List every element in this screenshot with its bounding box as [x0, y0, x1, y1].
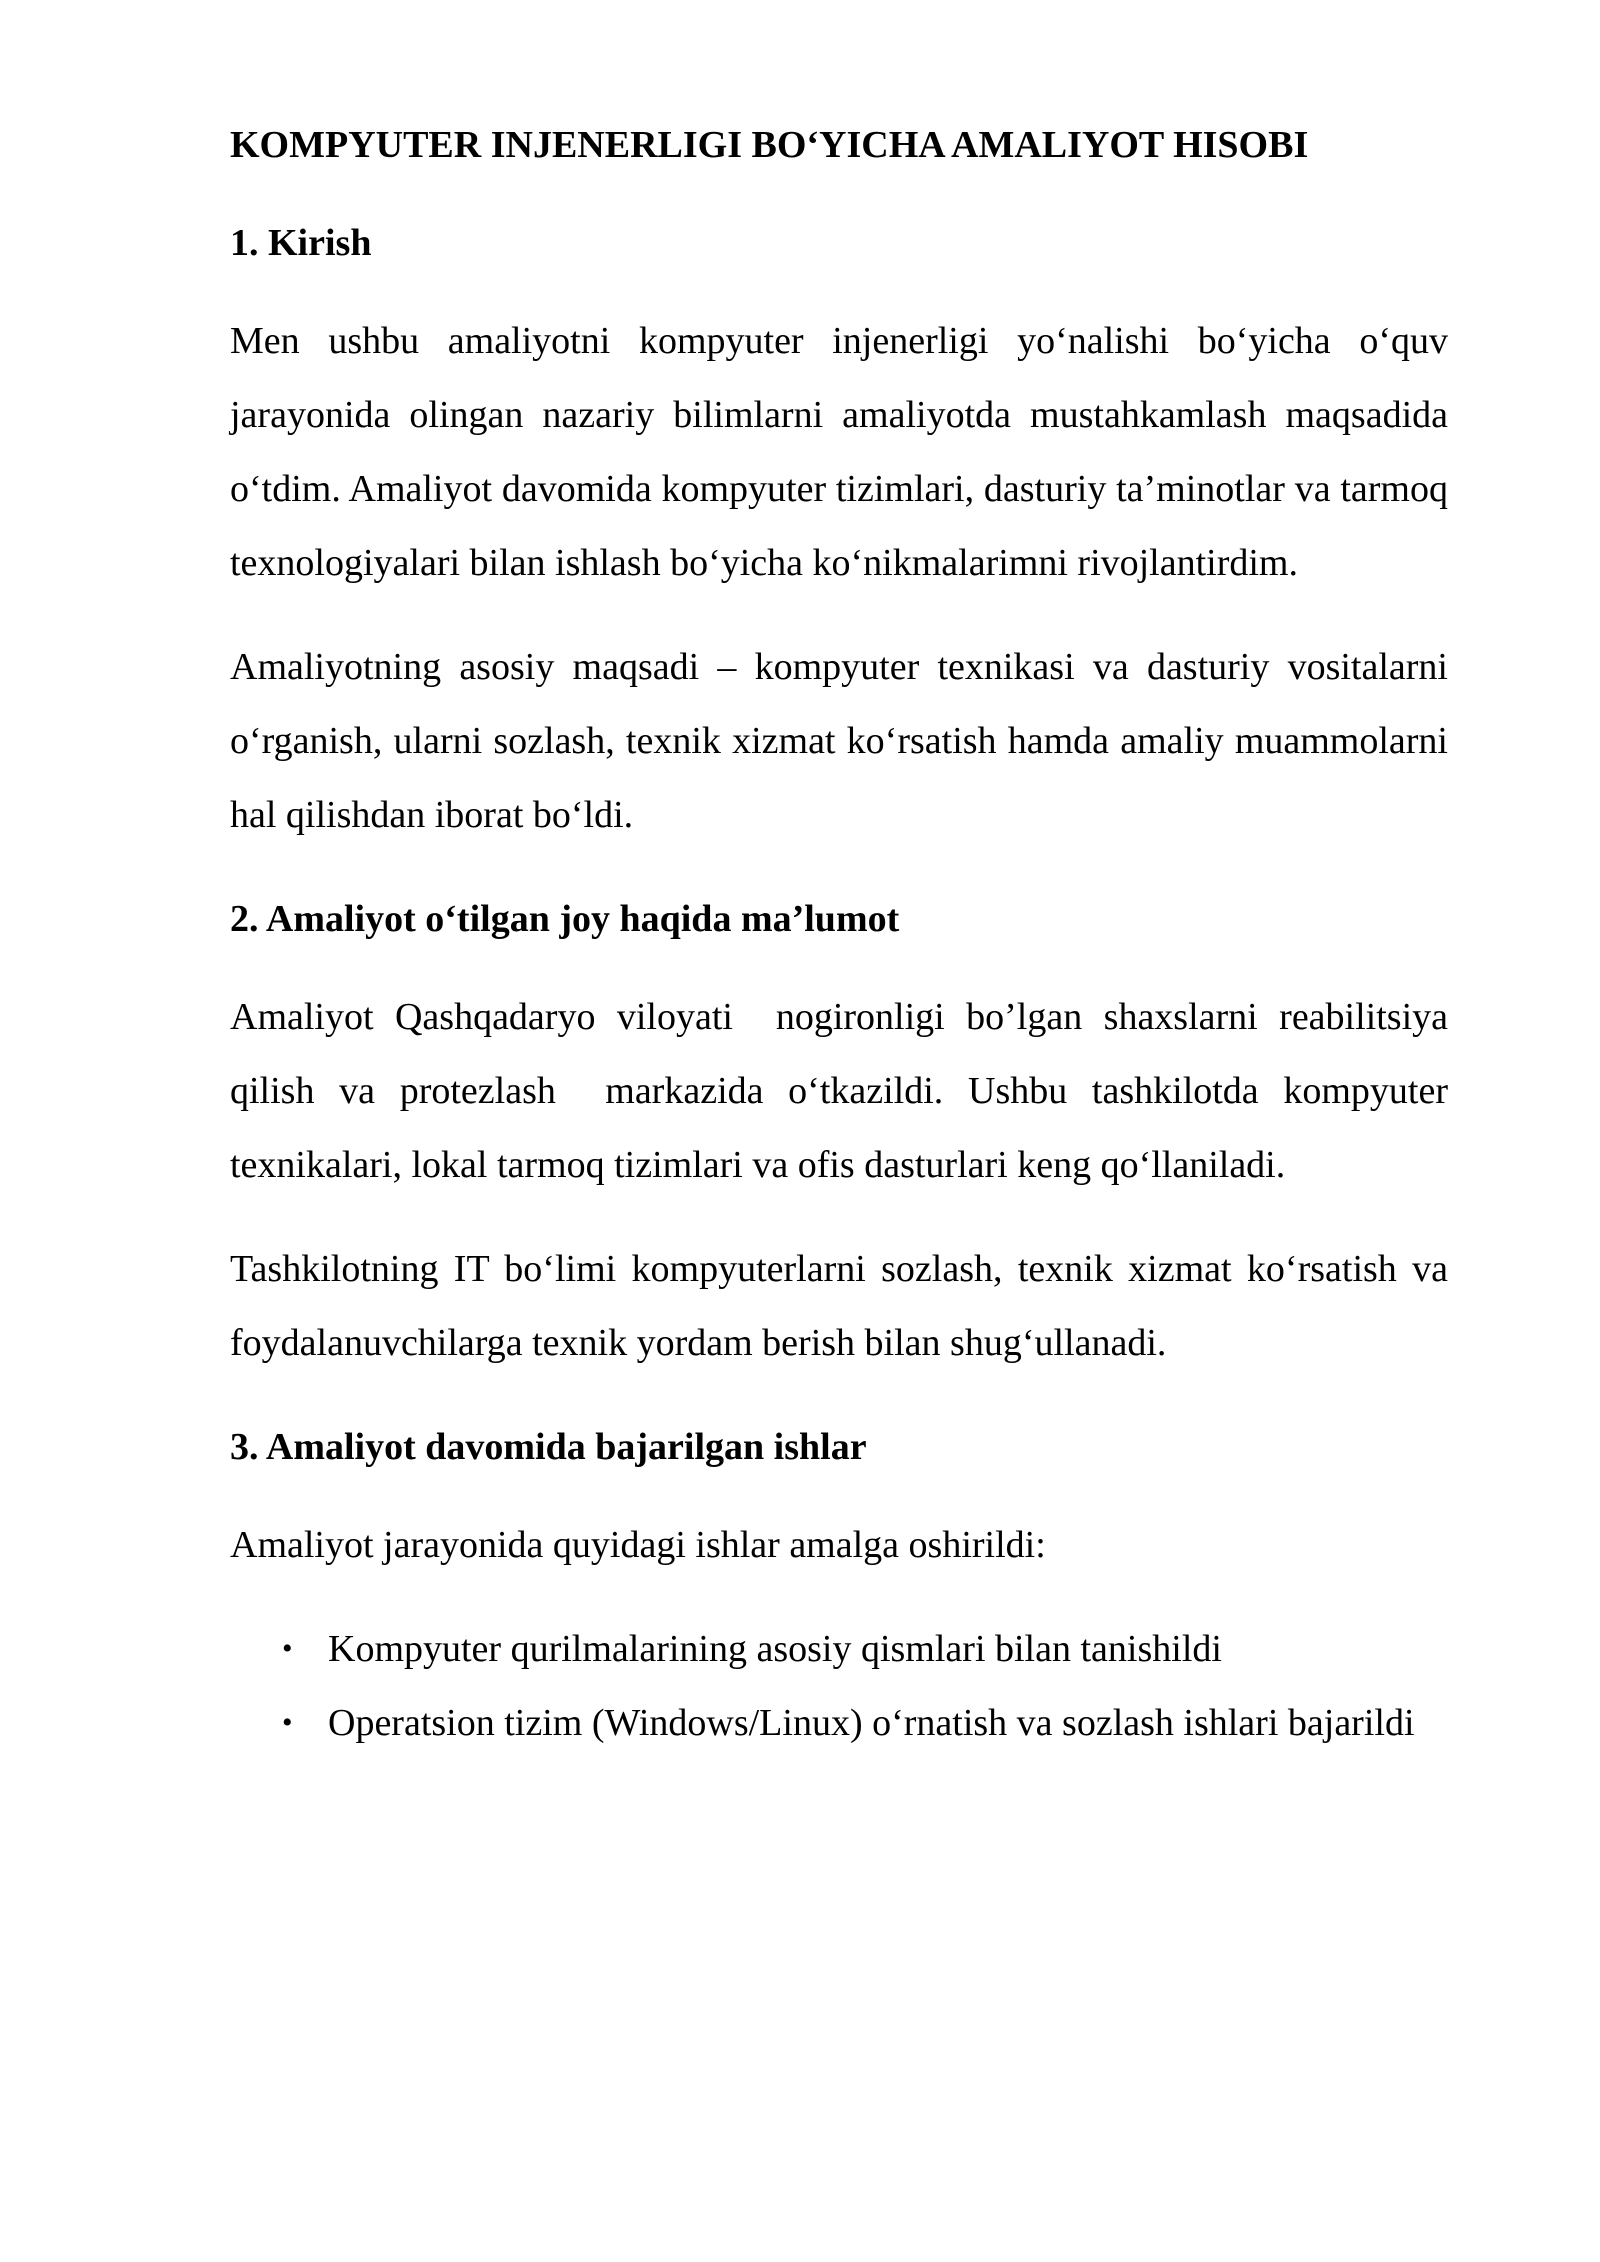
list-item-text: Kompyuter qurilmalarining asosiy qismlari bilan tanishildi	[328, 1628, 1222, 1670]
paragraph: Tashkilotning IT bo‘limi kompyuterlarni sozlash, texnik xizmat ko‘rsatish va foydalanuvchilarga texnik yordam berish bilan shug‘ullanadi.	[230, 1248, 1448, 1364]
section-completed-work	[230, 1410, 1448, 1760]
bullet-icon: •	[282, 1632, 293, 1665]
paragraph: Amaliyot jarayonida quyidagi ishlar amalga oshirildi:	[230, 1524, 1046, 1566]
section-internship-place	[230, 882, 1458, 1380]
section-heading: 3. Amaliyot davomida bajarilgan ishlar	[230, 1426, 867, 1468]
document-title: KOMPYUTER INJENERLIGI BO‘YICHA AMALIYOT HISOBI	[230, 124, 1309, 166]
bullet-list	[230, 1612, 1448, 1760]
section-heading: 2. Amaliyot o‘tilgan joy haqida ma’lumot	[230, 898, 900, 940]
paragraph: Amaliyotning asosiy maqsadi – kompyuter texnikasi va dasturiy vositalarni o‘rganish, ularni sozlash, texnik xizmat ko‘rsatish hamda amaliy muammolarni hal qilishdan iborat bo‘ldi.	[230, 646, 1448, 836]
list-item	[230, 1686, 1448, 1760]
bullet-icon: •	[282, 1706, 293, 1739]
list-item-text: Operatsion tizim (Windows/Linux) o‘rnatish va sozlash ishlari bajarildi	[328, 1702, 1415, 1744]
section-introduction	[230, 206, 1448, 852]
paragraph: Amaliyot Qashqadaryo viloyati nogironligi bo’lgan shaxslarni reabilitsiya qilish va protezlash markazida o‘tkazildi. Ushbu tashkilotda kompyuter texnikalari, lokal tarmoq tizimlari va ofis dasturlari keng qo‘llaniladi.	[230, 996, 1458, 1186]
document-page	[230, 108, 1458, 1760]
paragraph: Men ushbu amaliyotni kompyuter injenerligi yo‘nalishi bo‘yicha o‘quv jarayonida olingan nazariy bilimlarni amaliyotda mustahkamlash maqsadida o‘tdim. Amaliyot davomida kompyuter tizimlari, dasturiy ta’minotlar va tarmoq texnologiyalari bilan ishlash bo‘yicha ko‘nikmalarimni rivojlantirdim.	[230, 320, 1448, 584]
section-heading: 1. Kirish	[230, 222, 372, 264]
list-item	[230, 1612, 1448, 1686]
